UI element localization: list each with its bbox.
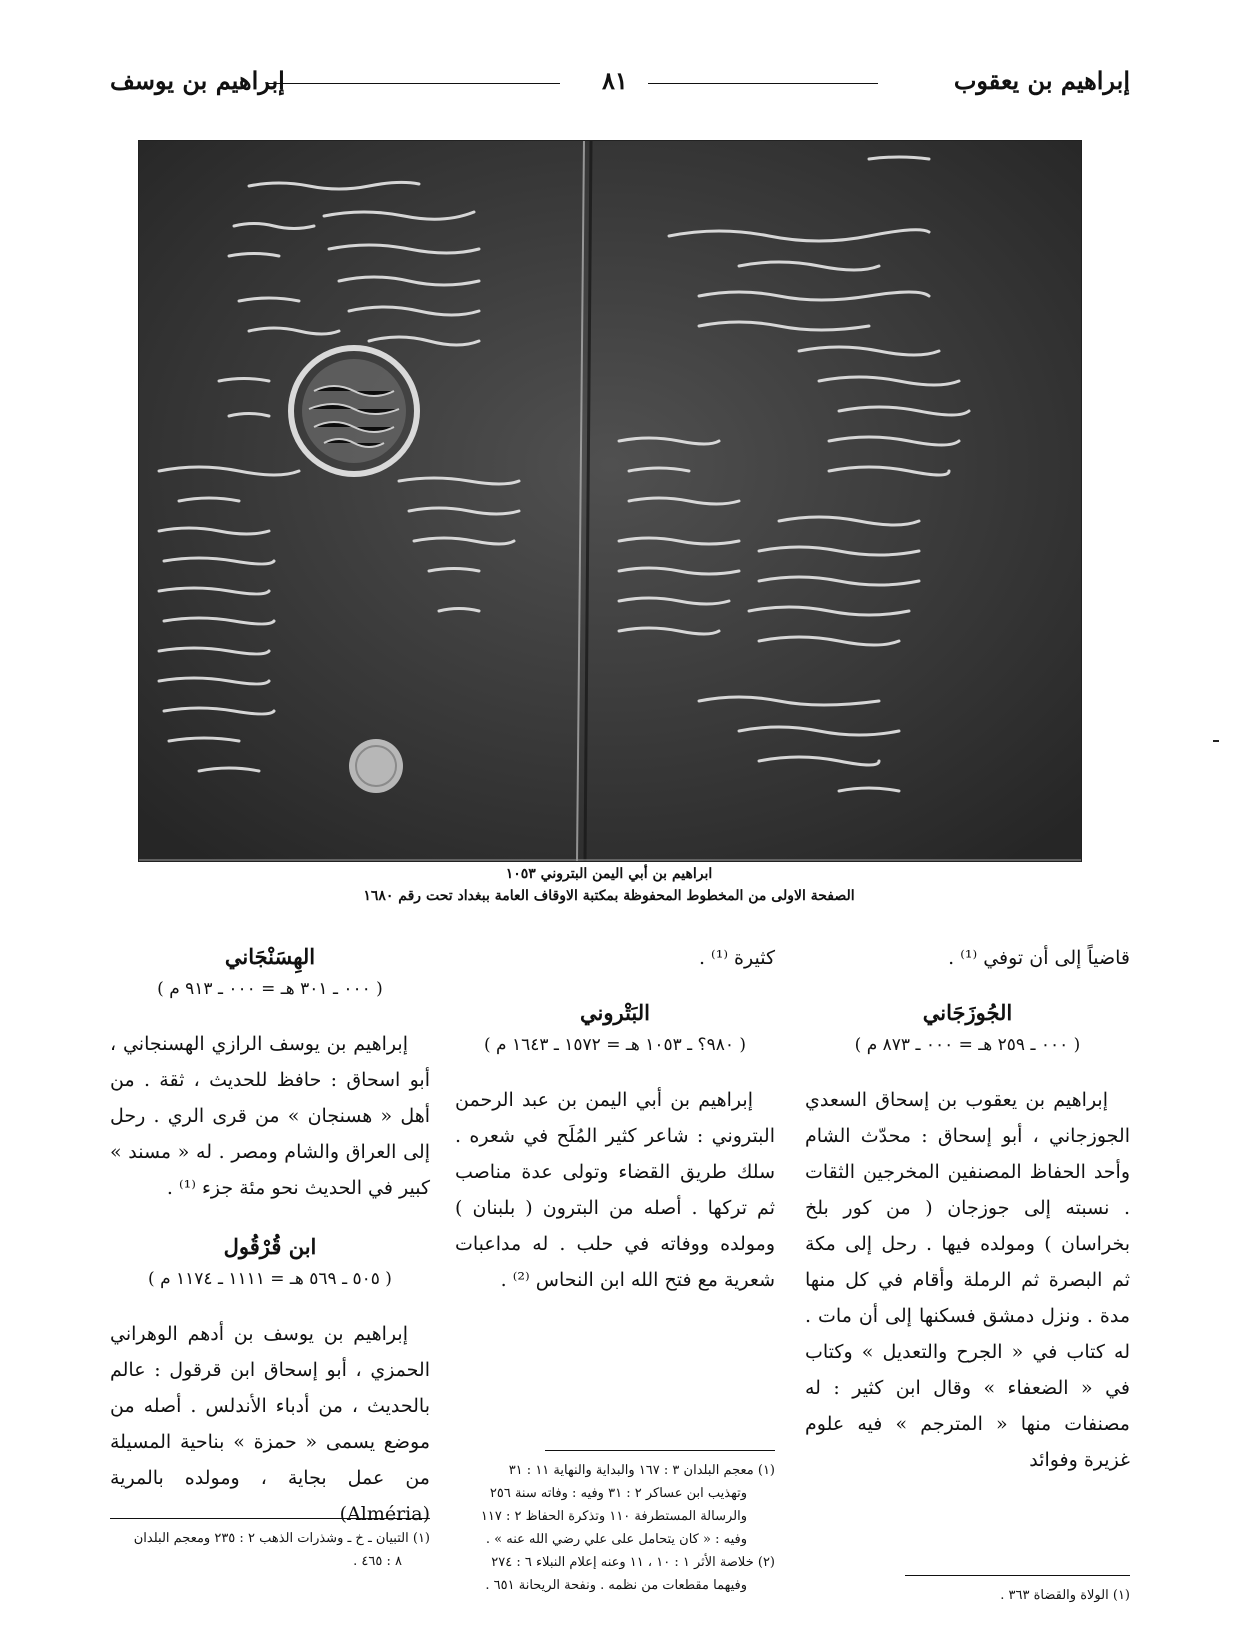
photo-caption-line-2: الصفحة الاولى من المخطوط المحفوظة بمكتبة الاوقاف العامة ببغداد تحت رقم ١٦٨٠ bbox=[363, 888, 855, 904]
footnote-line: (٢) خلاصة الأثر ١ : ١٠ ، ١١ وعنه إعلام النبلاء ٦ : ٢٧٤ bbox=[491, 1555, 775, 1570]
continuation-text: كثيرة ⁽¹⁾ . bbox=[698, 947, 775, 969]
photo-caption-line-1: ابراهيم بن أبي اليمن البتروني ١٠٥٣ bbox=[505, 866, 713, 882]
footnote: (١) الولاة والقضاة ٣٦٣ . bbox=[1000, 1588, 1130, 1603]
footnote-rule bbox=[545, 1450, 775, 1451]
page-number: ٨١ bbox=[602, 66, 628, 95]
entry-body: إبراهيم بن يعقوب بن إسحاق السعدي الجوزجاني ، أبو إسحاق : محدّث الشام وأحد الحفاظ المصنفين المخرجين الثقات . نسبته إلى جوزجان ( من كور بلخ بخراسان ) ومولده فيها . رحل إلى مكة ثم البصرة ثم الرملة وأقام في كل منها مدة . ونزل دمشق فسكنها إلى أن مات . له كتاب في « الجرح والتعديل » وكتاب في « الضعفاء » وقال ابن كثير : له مصنفات منها « المترجم » فيه علوم غزيرة وفوائد bbox=[805, 1089, 1130, 1471]
footnote-line: (١) التبيان ـ خ ـ وشذرات الذهب ٢ : ٢٣٥ ومعجم البلدان bbox=[133, 1531, 430, 1546]
manuscript-image bbox=[139, 141, 1081, 861]
entry-dates: ( ٠٠٠ ـ ٣٠١ هـ = ٠٠٠ ـ ٩١٣ م ) bbox=[157, 979, 383, 999]
entry-dates: ( ٥٠٥ ـ ٥٦٩ هـ = ١١١١ ـ ١١٧٤ م ) bbox=[148, 1269, 392, 1289]
footnote-rule bbox=[110, 1518, 430, 1519]
footnote-line: (١) معجم البلدان ٣ : ١٦٧ والبداية والنهاية ١١ : ٣١ bbox=[508, 1463, 775, 1478]
header-right-title: إبراهيم بن يعقوب bbox=[953, 66, 1130, 95]
footnotes-right bbox=[905, 1575, 1130, 1607]
footnotes-middle bbox=[455, 1450, 775, 1597]
footnote-line: والرسالة المستطرفة ١١٠ وتذكرة الحفاظ ٢ : ١١٧ bbox=[480, 1509, 747, 1524]
latin-place-name: (Alméria) bbox=[339, 1503, 430, 1525]
footnote-line: وفيهما مقطعات من نظمه . ونفحة الريحانة ٦٥١ . bbox=[485, 1578, 747, 1593]
margin-mark bbox=[1213, 740, 1219, 742]
header-rule-right bbox=[648, 83, 878, 84]
entry-title: الهِسَنْجَاني bbox=[224, 944, 316, 969]
entry-dates: ( ٩٨٠؟ ـ ١٠٥٣ هـ = ١٥٧٢ ـ ١٦٤٣ م ) bbox=[483, 1035, 747, 1055]
column-right bbox=[805, 940, 1130, 1478]
header-left-title: إبراهيم بن يوسف bbox=[110, 66, 285, 95]
entry-body bbox=[110, 1316, 430, 1532]
entry-title: الجُوزَجَاني bbox=[922, 1000, 1013, 1025]
entry-body-text: إبراهيم بن يوسف بن أدهم الوهراني الحمزي ، أبو إسحاق ابن قرقول : عالم بالحديث ، من أدباء الأندلس . أصله من موضع يسمى « حمزة » بناحية المسيلة من عمل بجاية ، ومولده بالمرية bbox=[110, 1323, 430, 1489]
column-middle bbox=[455, 940, 775, 1298]
entry-dates: ( ٠٠٠ ـ ٢٥٩ هـ = ٠٠٠ ـ ٨٧٣ م ) bbox=[854, 1035, 1081, 1055]
header-rule-left bbox=[268, 83, 560, 84]
manuscript-photo bbox=[138, 140, 1082, 862]
footnote-rule bbox=[905, 1575, 1130, 1576]
footnote-line: ٨ : ٤٦٥ . bbox=[353, 1554, 402, 1569]
footnotes-left bbox=[110, 1518, 430, 1573]
entry-title: البَتْروني bbox=[580, 1000, 650, 1025]
running-header bbox=[110, 66, 1130, 106]
entry-title: ابن قُرْقُول bbox=[223, 1234, 317, 1259]
entry-body: إبراهيم بن يوسف الرازي الهسنجاني ، أبو اسحاق : حافظ للحديث ، ثقة . من أهل « هسنجان » من قرى الري . رحل إلى العراق والشام ومصر . له « مسند » كبير في الحديث نحو مئة جزء ⁽¹⁾ . bbox=[110, 1033, 430, 1199]
footnote-line: وفيه : « كان يتحامل على علي رضي الله عنه » . bbox=[485, 1532, 747, 1547]
footnote-line: وتهذيب ابن عساكر ٢ : ٣١ وفيه : وفاته سنة ٢٥٦ bbox=[489, 1486, 747, 1501]
entry-body: إبراهيم بن أبي اليمن بن عبد الرحمن البتروني : شاعر كثير المُلَح في شعره . سلك طريق القضاء وتولى عدة مناصب ثم تركها . أصله من البترون ( بلبنان ) ومولده ووفاته في حلب . له مداعبات شعرية مع فتح الله ابن النحاس ⁽²⁾ . bbox=[455, 1089, 775, 1291]
column-left bbox=[110, 940, 430, 1532]
continuation-text: قاضياً إلى أن توفي ⁽¹⁾ . bbox=[948, 947, 1130, 969]
